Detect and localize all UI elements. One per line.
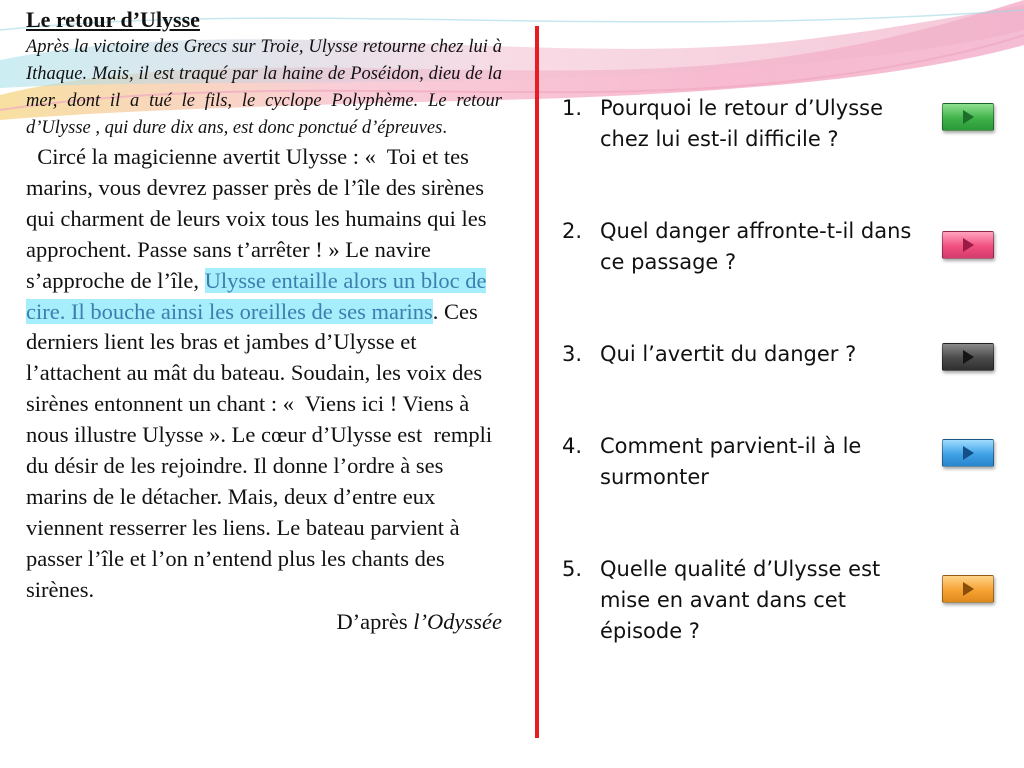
body-text-after: . Ces derniers lient les bras et jambes d’Ulysse et l’attachent au mât du bateau. Soudain, les voix des sirènes entonnent un chant : « Viens ici ! Viens à nous illustre Ulysse ». Le cœur d’Ulysse est rempli du désir de les rejoindre. Il donne l’ordre à ses marins de le détacher. Mais, deux d’entre eux viennent resserrer les liens. Le bateau parvient à passer l’île et l’on n’entend plus les chants des sirènes. xyxy=(26,298,493,602)
question-item-3 xyxy=(562,339,930,370)
intro-text: Après la victoire des Grecs sur Troie, Ulysse retourne chez lui à Ithaque. Mais, il est traqué par la haine de Poséidon, dieu de la mer, dont il a tué le fils, le cyclope Polyphème. Le retour d’Ulysse , qui dure dix ans, est donc ponctué d’épreuves xyxy=(26,37,502,138)
play-icon xyxy=(959,108,977,126)
play-button-question-4[interactable] xyxy=(942,439,994,467)
passage-body xyxy=(26,142,502,606)
body-text-before: Circé la magicienne avertit Ulysse : « Toi et tes marins, vous devrez passer près de l’île des sirènes qui charment de leurs voix tous les humains qui les approchent. Passe sans t’arrêter ! » Le navire s’approche de l’île, xyxy=(26,144,487,293)
question-item-5 xyxy=(562,554,930,647)
question-number: 2. xyxy=(562,219,583,243)
passage-title: Le retour d’Ulysse xyxy=(26,7,200,32)
question-item-2 xyxy=(562,216,930,278)
question-text: Quel danger affronte-t-il dans ce passage ? xyxy=(600,219,912,274)
question-text: Quelle qualité d’Ulysse est mise en avant dans cet épisode ? xyxy=(600,557,881,643)
question-number: 3. xyxy=(562,342,583,366)
play-icon xyxy=(959,236,977,254)
question-number: 5. xyxy=(562,557,583,581)
intro-period: . xyxy=(442,118,447,138)
source-title: l’Odyssée xyxy=(413,608,502,634)
play-icon xyxy=(959,348,977,366)
source-prefix: D’après xyxy=(336,608,414,634)
play-icon xyxy=(959,444,977,462)
question-number: 1. xyxy=(562,96,583,120)
question-item-1 xyxy=(562,93,930,155)
passage-source xyxy=(26,606,502,638)
play-button-question-5[interactable] xyxy=(942,575,994,603)
text-passage xyxy=(26,6,502,638)
play-icon xyxy=(959,580,977,598)
play-button-question-3[interactable] xyxy=(942,343,994,371)
question-text: Qui l’avertit du danger ? xyxy=(600,342,857,366)
question-text: Comment parvient-il à le surmonter xyxy=(600,434,862,489)
play-button-question-2[interactable] xyxy=(942,231,994,259)
play-button-question-1[interactable] xyxy=(942,103,994,131)
question-text: Pourquoi le retour d’Ulysse chez lui est-il difficile ? xyxy=(600,96,883,151)
vertical-divider xyxy=(535,26,539,738)
passage-intro xyxy=(26,34,502,142)
highlighted-text: Ulysse entaille alors un bloc de cire. Il bouche ainsi les oreilles de ses marins xyxy=(26,267,487,324)
question-number: 4. xyxy=(562,434,583,458)
question-item-4 xyxy=(562,431,930,493)
